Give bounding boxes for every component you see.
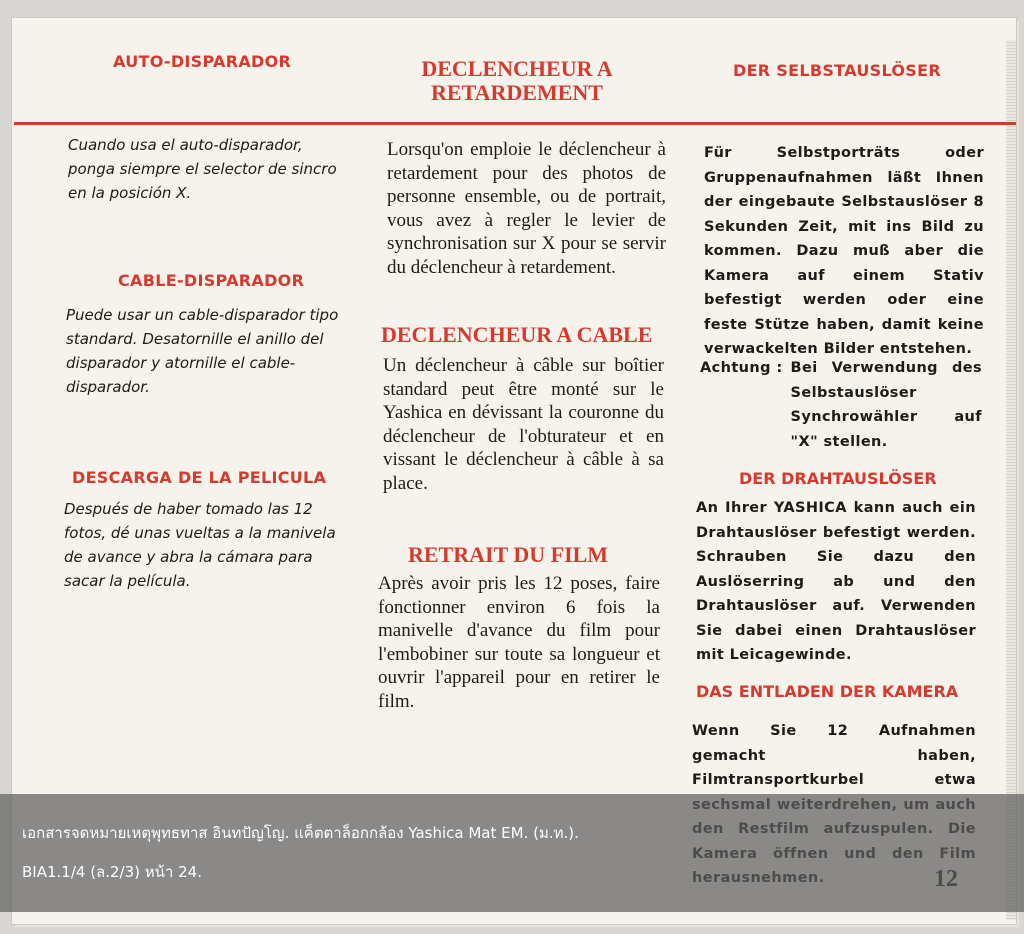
header-french: DECLENCHEUR A RETARDEMENT — [421, 56, 613, 105]
spanish-paragraph-self-timer: Cuando usa el auto-disparador, ponga siempre el selector de sincro en la posición X. — [68, 136, 337, 202]
german-paragraph-unloading: Wenn Sie 12 Aufnahmen gemacht haben, Filmtransportkurbel etwa — [692, 723, 976, 788]
german-heading-unloading: DAS ENTLADEN DER KAMERA — [696, 682, 959, 701]
archive-caption-overlay — [0, 794, 1024, 912]
french-heading-cable-release: DECLENCHEUR A CABLE — [381, 322, 653, 347]
page-stack-edge — [1006, 40, 1016, 920]
french-paragraph-cable-release: Un déclencheur à câble sur boîtier standard peut être monté sur le Yashica en dévissant la couronne du déclencheur de l'obturateur et en vissant le déclencheur à câble à sa place. — [383, 355, 664, 494]
german-warning-label: Achtung : — [700, 360, 783, 376]
spanish-heading-cable-release: CABLE-DISPARADOR — [118, 271, 305, 290]
header-german: DER SELBSTAUSLÖSER — [733, 61, 941, 80]
spanish-paragraph-cable-release: Puede usar un cable-disparador tipo standard. Desatornille el anillo del disparador y atornille el cable-disparador. — [66, 306, 339, 396]
french-paragraph-self-timer: Lorsqu'on emploie le déclencheur à retardement pour des photos de personne ensemble, ou de portrait, vous avez à regler le levier de synchronisation sur X pour se servir du déclencheur à retardement. — [387, 139, 666, 278]
caption-line-2: BIA1.1/4 (ล.2/3) หน้า 24. — [22, 863, 202, 881]
french-heading-film-removal: RETRAIT DU FILM — [408, 542, 609, 567]
caption-line-1: เอกสารจดหมายเหตุพุทธทาส อินทปัญโญ. แค็ตตาล็อกกล้อง Yashica Mat EM. (ม.ท.). — [22, 824, 579, 842]
spanish-paragraph-film-unloading: Después de haber tomado las 12 fotos, dé unas vueltas a la manivela de avance y abra la cámara para sacar la película. — [64, 500, 336, 590]
header-divider — [14, 122, 1016, 125]
german-heading-cable-release: DER DRAHTAUSLÖSER — [739, 469, 937, 488]
german-warning-note — [700, 356, 982, 454]
german-paragraph-cable-release: An Ihrer YASHICA kann auch ein Drahtauslöser befestigt werden. Schrauben Sie dazu den Auslöserring ab und den Drahtauslöser auf. Verwenden Sie dabei einen Drahtauslöser mit Leicagewinde. — [696, 500, 976, 663]
header-spanish: AUTO-DISPARADOR — [113, 52, 292, 71]
german-paragraph-self-timer: Für Selbstporträts oder Gruppenaufnahmen läßt Ihnen der eingebaute Selbstauslöser 8 Sekunden Zeit, mit ins Bild zu kommen. Dazu muß aber die Kamera auf einem Stativ befestigt werden oder eine feste Stütze haben, damit keine verwackelten Bilder entstehen. — [704, 145, 984, 357]
german-warning-text: Bei Verwendung des Selbstauslöser Synchrowähler auf "X" stellen. — [790, 360, 982, 450]
french-paragraph-film-removal: Après avoir pris les 12 poses, faire fonctionner environ 6 fois la manivelle d'avance du film pour l'embobiner sur toute sa longueur et ouvrir l'appareil pour en retirer le film. — [378, 573, 660, 712]
spanish-heading-film-unloading: DESCARGA DE LA PELICULA — [72, 468, 327, 487]
